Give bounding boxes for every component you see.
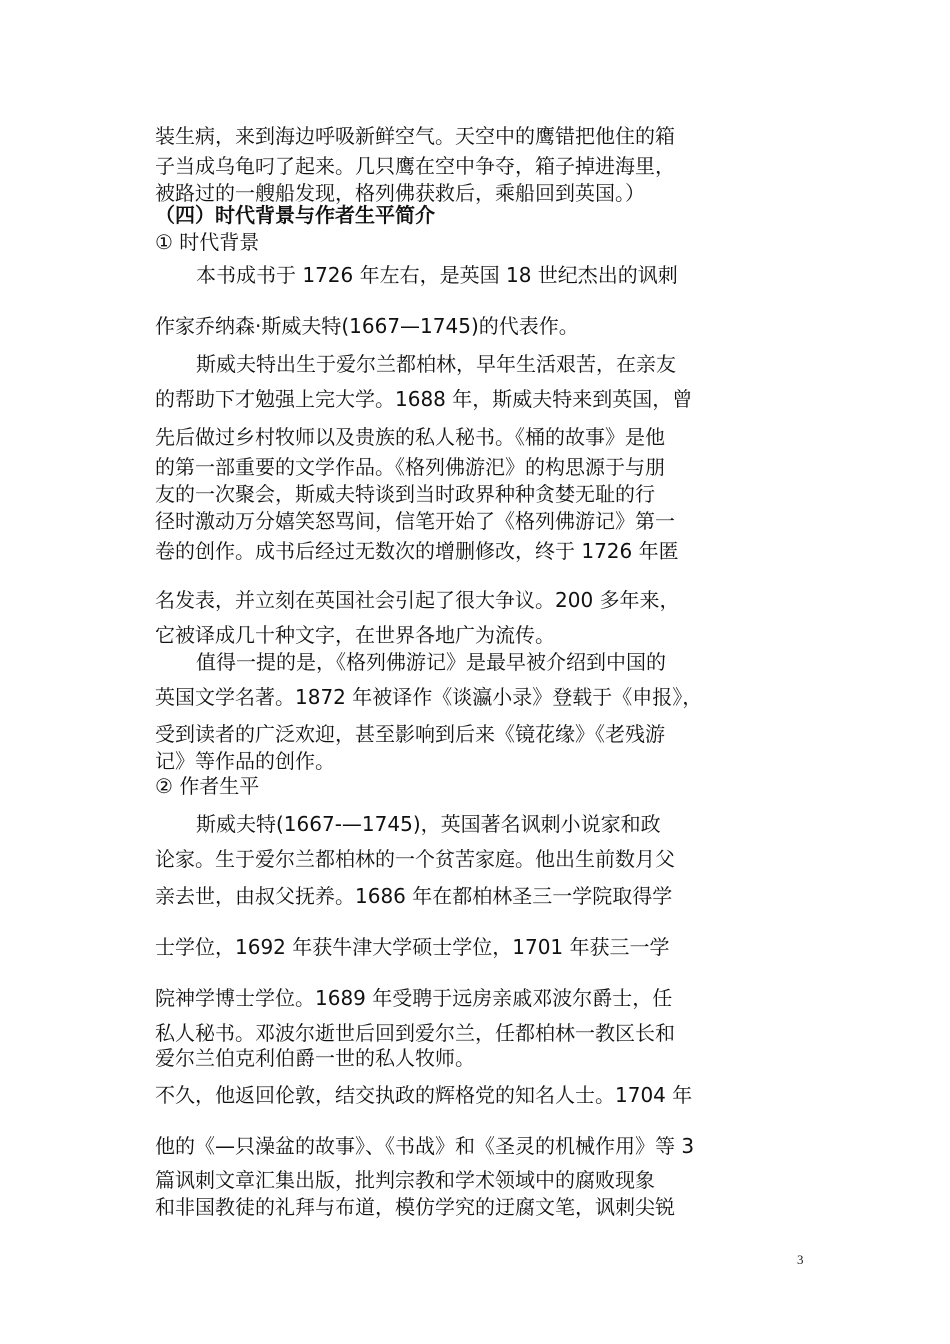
text-line: 被路过的一艘船发现，格列佛获救后，乘船回到英国。） — [155, 181, 645, 205]
text-line: 院神学博士学位。1689 年受聘于远房亲戚邓波尔爵士，任 — [155, 986, 673, 1010]
subsection-heading: ① 时代背景 — [155, 230, 260, 254]
text-line: 不久，他返回伦敦，结交执政的辉格党的知名人士。1704 年 — [155, 1083, 693, 1107]
text-line: 爱尔兰伯克利伯爵一世的私人牧师。 — [155, 1046, 475, 1070]
text-line: 记》等作品的创作。 — [155, 749, 335, 773]
text-line: 名发表，并立刻在英国社会引起了很大争议。200 多年来， — [155, 588, 680, 612]
text-line: 私人秘书。邓波尔逝世后回到爱尔兰，任都柏林一教区长和 — [155, 1021, 675, 1045]
text-line: 它被译成几十种文字，在世界各地广为流传。 — [155, 623, 555, 647]
text-line: 卷的创作。成书后经过无数次的增删修改，终于 1726 年匿 — [155, 539, 679, 563]
text-line: 斯威夫特出生于爱尔兰都柏林，早年生活艰苦，在亲友 — [196, 352, 676, 376]
text-line: 的第一部重要的文学作品。《格列佛游汜》的构思源于与朋 — [155, 455, 665, 479]
subsection-heading: ② 作者生平 — [155, 774, 260, 798]
text-line: 子当成乌龟叼了起来。几只鹰在空中争夺，箱子掉进海里， — [155, 154, 675, 178]
text-line: 的帮助下才勉强上完大学。1688 年，斯威夫特来到英国，曾 — [155, 387, 693, 411]
text-line: 径时激动万分嬉笑怒骂间，信笔开始了《格列佛游记》第一 — [155, 509, 675, 533]
text-line: 篇讽刺文章汇集出版，批判宗教和学术领域中的腐败现象 — [155, 1168, 655, 1192]
text-line: 友的一次聚会，斯威夫特谈到当时政界种种贪婪无耻的行 — [155, 482, 655, 506]
page-number: 3 — [797, 1252, 804, 1267]
text-line: 论家。生于爱尔兰都柏林的一个贫苦家庭。他出生前数月父 — [155, 847, 675, 871]
text-line: 先后做过乡村牧师以及贵族的私人秘书。《桶的故事》是他 — [155, 425, 665, 449]
text-line: 本书成书于 1726 年左右，是英国 18 世纪杰出的讽刺 — [196, 263, 678, 287]
text-line: 斯威夫特(1667-—1745)，英国著名讽刺小说家和政 — [196, 812, 661, 836]
text-line: 亲去世，由叔父抚养。1686 年在都柏林圣三一学院取得学 — [155, 884, 673, 908]
text-line: 他的《—只澡盆的故事》、《书战》和《圣灵的机械作用》等 3 — [155, 1134, 695, 1158]
text-line: 英国文学名著。1872 年被译作《谈瀛小录》登载于《申报》， — [155, 685, 703, 709]
text-line: 作家乔纳森·斯威夫特(1667—1745)的代表作。 — [155, 314, 579, 338]
text-line: 受到读者的广泛欢迎，甚至影响到后来《镜花缘》《老残游 — [155, 722, 665, 746]
text-line: 士学位，1692 年获牛津大学硕士学位，1701 年获三一学 — [155, 935, 670, 959]
text-line: 值得一提的是，《格列佛游记》是最早被介绍到中国的 — [196, 650, 666, 674]
section-heading: （四）时代背景与作者生平简介 — [155, 203, 435, 227]
text-line: 装生病，来到海边呼吸新鲜空气。天空中的鹰错把他住的箱 — [155, 124, 675, 148]
text-line: 和非国教徒的礼拜与布道，模仿学究的迂腐文笔，讽刺尖锐 — [155, 1195, 675, 1219]
